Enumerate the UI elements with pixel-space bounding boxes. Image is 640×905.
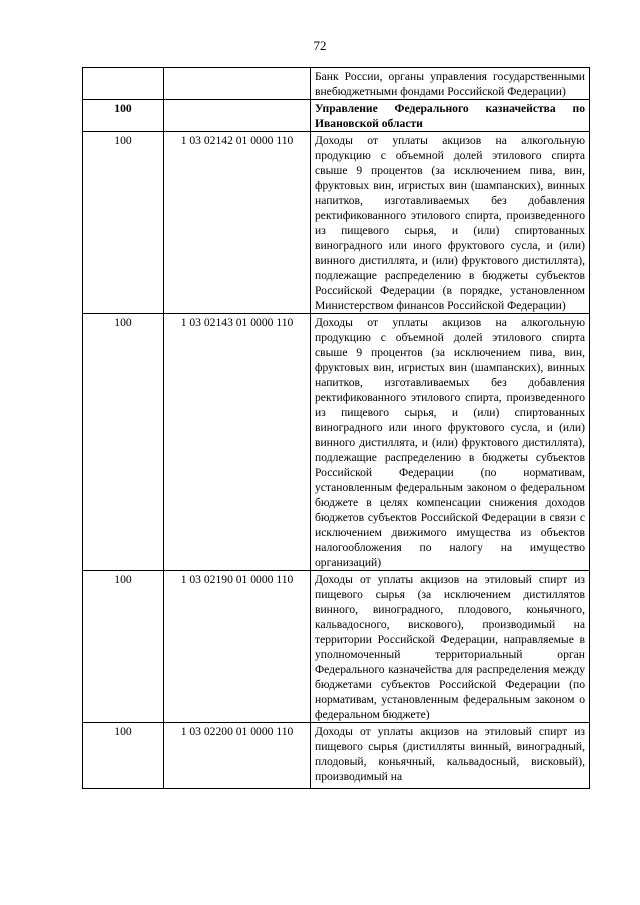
admin-code-cell: 100 bbox=[83, 132, 164, 314]
revenue-code-cell: 1 03 02143 01 0000 110 bbox=[164, 314, 311, 571]
admin-code-cell bbox=[83, 68, 164, 100]
page-number: 72 bbox=[313, 38, 327, 53]
revenue-name-text: Доходы от уплаты акцизов на этиловый спирт из пищевого сырья (дистилляты винный, виноградный, плодовый, коньячный, кальвадосный, висковый), производимый на bbox=[315, 725, 585, 783]
admin-code-cell: 100 bbox=[83, 571, 164, 723]
table-row bbox=[83, 314, 590, 571]
revenue-code-cell bbox=[164, 100, 311, 132]
table-row bbox=[83, 723, 590, 789]
revenue-code-cell: 1 03 02142 01 0000 110 bbox=[164, 132, 311, 314]
admin-code-cell: 100 bbox=[83, 723, 164, 789]
revenue-code-cell bbox=[164, 68, 311, 100]
revenue-name-cell bbox=[311, 723, 590, 789]
revenue-name-cell: Доходы от уплаты акцизов на этиловый спирт из пищевого сырья (за исключением дистиллятов винного, виноградного, плодового, коньячного, кальвадосного, вискового), производимый на территории Российской Федерации, направляемые в уполномоченный территориальный орган Федерального казначейства для распределения между бюджетами субъектов Российской Федерации (по нормативам, установленным федеральным законом о федеральном бюджете) bbox=[311, 571, 590, 723]
table-row bbox=[83, 132, 590, 314]
table-row bbox=[83, 571, 590, 723]
table-row bbox=[83, 68, 590, 100]
revenue-name-cell: Доходы от уплаты акцизов на алкогольную продукцию с объемной долей этилового спирта свыше 9 процентов (за исключением пива, вин, фруктовых вин, игристых вин (шампанских), винных напитков, изготавливаемых без добавления ректификованного этилового спирта, произведенного из пищевого сырья, и (или) спиртованных виноградного или иного фруктового сусла, и (или) винного дистиллята, и (или) фруктового дистиллята), подлежащие распределению в бюджеты субъектов Российской Федерации (по нормативам, установленным федеральным законом о федеральном бюджете в целях компенсации снижения доходов бюджетов субъектов Российской Федерации в связи с исключением движимого имущества из объектов налогообложения по налогу на имущество организаций) bbox=[311, 314, 590, 571]
table-row bbox=[83, 100, 590, 132]
revenue-name-cell: Банк России, органы управления государственными внебюджетными фондами Российской Федерации) bbox=[311, 68, 590, 100]
revenue-codes-table bbox=[82, 67, 590, 789]
admin-code-cell: 100 bbox=[83, 314, 164, 571]
revenue-code-cell: 1 03 02190 01 0000 110 bbox=[164, 571, 311, 723]
administrator-heading: Управление Федерального казначейства по Ивановской области bbox=[311, 100, 590, 132]
admin-code-cell: 100 bbox=[83, 100, 164, 132]
revenue-name-cell: Доходы от уплаты акцизов на алкогольную продукцию с объемной долей этилового спирта свыше 9 процентов (за исключением пива, вин, фруктовых вин, игристых вин (шампанских), винных напитков, изготавливаемых без добавления ректификованного этилового спирта, произведенного из пищевого сырья, и (или) спиртованных виноградного или иного фруктового сусла, и (или) винного дистиллята, и (или) фруктового дистиллята), подлежащие распределению в бюджеты субъектов Российской Федерации (в порядке, установленном Министерством финансов Российской Федерации) bbox=[311, 132, 590, 314]
revenue-code-cell: 1 03 02200 01 0000 110 bbox=[164, 723, 311, 789]
